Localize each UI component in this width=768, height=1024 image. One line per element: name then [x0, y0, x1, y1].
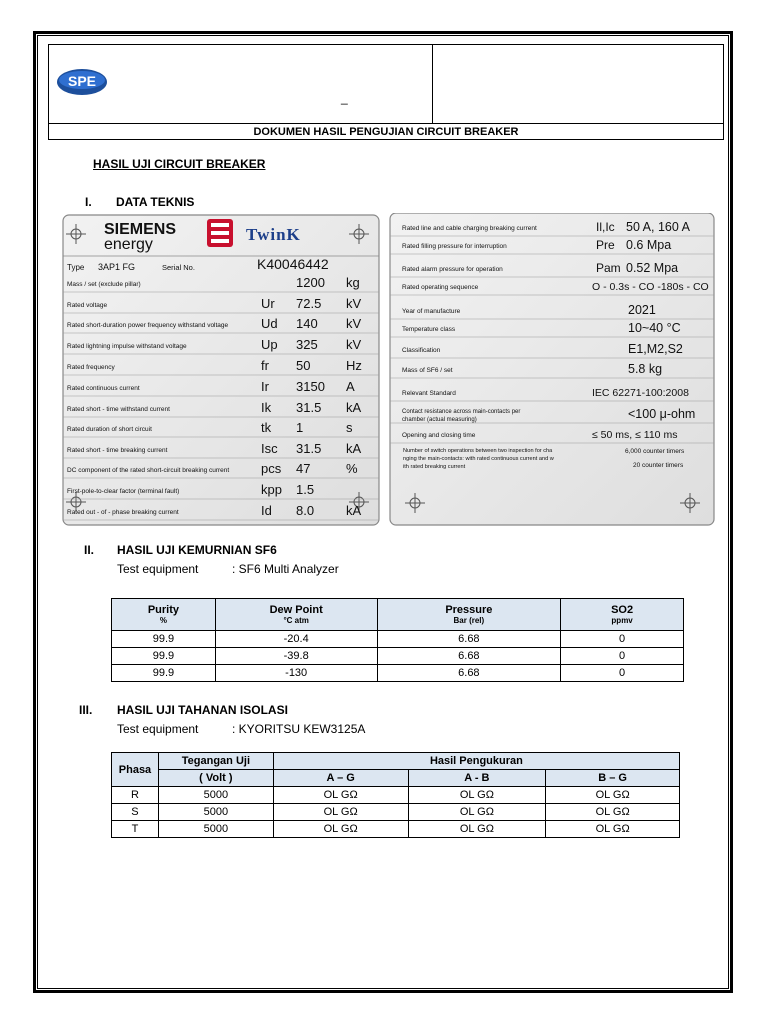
- nameplate-left-unit: kA: [346, 400, 362, 415]
- nameplate-right-label: Rated line and cable charging breaking current: [402, 225, 537, 232]
- serial-label: Serial No.: [162, 263, 195, 272]
- nameplate-right-value: ≤ 50 ms, ≤ 110 ms: [592, 429, 678, 441]
- header-divider: [432, 45, 433, 123]
- bg-header: B – G: [546, 770, 680, 787]
- tegangan-header: Tegangan Uji: [158, 753, 273, 770]
- nameplate-right-label: Mass of SF6 / set: [402, 367, 453, 374]
- insulation-resistance-table: [111, 752, 680, 838]
- nameplate-left-unit: kV: [346, 316, 362, 331]
- table-cell: OL GΩ: [273, 821, 408, 838]
- nameplate-right-label: Opening and closing time: [402, 432, 476, 439]
- nameplate-left-symbol: pcs: [261, 461, 282, 476]
- section-1-number: I.: [85, 195, 92, 209]
- nameplate-right-symbol: Pre: [596, 238, 615, 252]
- nameplate-right-label: Temperature class: [402, 326, 456, 333]
- table-cell: 5000: [158, 804, 273, 821]
- table-cell: 5000: [158, 821, 273, 838]
- table-cell: S: [112, 804, 159, 821]
- nameplate-right-value: 10~40 °C: [628, 321, 681, 335]
- table-cell: OL GΩ: [273, 804, 408, 821]
- table-cell: -20.4: [215, 631, 377, 648]
- table-cell: 6.68: [377, 648, 561, 665]
- nameplate-left-symbol: tk: [261, 420, 272, 435]
- logo-text: SPE: [67, 73, 97, 89]
- nameplate-left-unit: %: [346, 461, 358, 476]
- nameplate-left-label: Rated continuous current: [67, 385, 140, 392]
- nameplate-right-label: Contact resistance across main-contacts per chamber (actual measuring): [402, 409, 521, 423]
- section-3-equipment-label: Test equipment: [117, 722, 199, 736]
- table-cell: OL GΩ: [408, 804, 546, 821]
- nameplate-right-value: 0.52 Mpa: [626, 261, 679, 275]
- nameplate-left-unit: Hz: [346, 358, 362, 373]
- table-row: [112, 648, 684, 665]
- nameplate-left-symbol: Isc: [261, 441, 278, 456]
- nameplate-left-value: 1.5: [296, 482, 315, 497]
- nameplate-right-value: 5.8 kg: [628, 362, 663, 376]
- nameplate-left-symbol: Ir: [261, 379, 269, 394]
- nameplate-left-label: Rated frequency: [67, 364, 115, 371]
- table-cell: 5000: [158, 787, 273, 804]
- section-3-title: HASIL UJI TAHANAN ISOLASI: [117, 703, 288, 717]
- table-cell: OL GΩ: [546, 787, 680, 804]
- nameplate-left-unit: A: [346, 379, 355, 394]
- table-cell: OL GΩ: [546, 821, 680, 838]
- table-cell: 0: [561, 665, 684, 682]
- insulation-subheader-row: [112, 770, 680, 787]
- nameplate-left-symbol: kpp: [261, 482, 282, 497]
- nameplate-right-value: <100 μ-ohm: [628, 407, 696, 421]
- nameplate-left-unit: kV: [346, 337, 362, 352]
- nameplate-right-label: Rated alarm pressure for operation: [402, 266, 503, 273]
- nameplate-left-value: 31.5: [296, 441, 322, 456]
- document-title: DOKUMEN HASIL PENGUJIAN CIRCUIT BREAKER: [253, 126, 519, 138]
- nameplate-right-value: O - 0.3s - CO -180s - CO: [592, 281, 709, 293]
- nameplate-left-label: Rated short-duration power frequency withstand voltage: [67, 322, 229, 329]
- table-cell: OL GΩ: [273, 787, 408, 804]
- section-2-title: HASIL UJI KEMURNIAN SF6: [117, 543, 277, 557]
- type-label: Type: [67, 263, 85, 272]
- table-row: [112, 804, 680, 821]
- nameplate-left-label: Rated duration of short circuit: [67, 426, 152, 433]
- nameplate-right-value: 50 A, 160 A: [626, 220, 690, 234]
- section-3-number: III.: [79, 703, 93, 717]
- header-text: SO2: [611, 604, 634, 616]
- switch-ops-label: Number of switch operations between two inspection for cha nging the main-contacts: with rated continuous current and w ith rated breaking current: [403, 448, 554, 470]
- table-cell: 0: [561, 631, 684, 648]
- nameplate-left-value: 325: [296, 337, 318, 352]
- sf6-header-cell: [377, 599, 561, 631]
- table-cell: OL GΩ: [408, 787, 546, 804]
- nameplate-left-symbol: Ik: [261, 400, 272, 415]
- switch-ops-2: 20 counter timers: [633, 462, 684, 469]
- unit-text: %: [159, 616, 167, 625]
- section-1-title: DATA TEKNIS: [116, 195, 195, 209]
- nameplate-left-label: Rated out - of - phase breaking current: [67, 509, 179, 516]
- nameplate-left-label: Rated voltage: [67, 302, 108, 309]
- nameplate-right-label: Relevant Standard: [402, 390, 456, 397]
- nameplate-left-value: 3150: [296, 379, 325, 394]
- table-cell: 0: [561, 648, 684, 665]
- sf6-header-cell: [215, 599, 377, 631]
- table-cell: -130: [215, 665, 377, 682]
- nameplate-left-symbol: Up: [261, 337, 278, 352]
- table-cell: OL GΩ: [546, 804, 680, 821]
- nameplate-left-unit: kg: [346, 275, 360, 290]
- volt-header: ( Volt ): [158, 770, 273, 787]
- spe-logo: [56, 67, 108, 97]
- table-row: [112, 631, 684, 648]
- nameplate-right-symbol: Il,Ic: [596, 220, 615, 234]
- nameplate-left-value: 8.0: [296, 503, 315, 518]
- section-2-number: II.: [84, 543, 95, 557]
- section-2-equipment-label: Test equipment: [117, 562, 199, 576]
- nameplate-right-label: Year of manufacture: [402, 308, 461, 315]
- nameplate-right-value: 0.6 Mpa: [626, 238, 672, 252]
- table-cell: T: [112, 821, 159, 838]
- unit-text: °C atm: [283, 616, 309, 625]
- document-header: [48, 44, 724, 140]
- nameplate-left-symbol: Ud: [261, 316, 278, 331]
- nameplate-left-symbol: Id: [261, 503, 272, 518]
- energy-brand: energy: [104, 236, 153, 253]
- nameplate-left-label: First-pole-to-clear factor (terminal fault): [67, 488, 180, 495]
- header-dash: _: [341, 91, 348, 105]
- hasil-header: Hasil Pengukuran: [273, 753, 679, 770]
- nameplate-left-value: 50: [296, 358, 311, 373]
- section-3-equipment-value: : KYORITSU KEW3125A: [232, 722, 366, 736]
- nameplate-left-symbol: Ur: [261, 296, 275, 311]
- switch-ops-1: 6,000 counter timers: [625, 448, 685, 455]
- nameplate-left-value: 1: [296, 420, 304, 435]
- twink-brand: TwinK: [246, 225, 301, 244]
- nameplate-left-unit: kV: [346, 296, 362, 311]
- nameplate-right-label: Rated operating sequence: [402, 284, 479, 291]
- header-text: Dew Point: [269, 604, 323, 616]
- twink-logo-icon: [207, 219, 233, 247]
- nameplate-left-label: Rated short - time breaking current: [67, 447, 168, 454]
- table-cell: R: [112, 787, 159, 804]
- nameplate-left-value: 72.5: [296, 296, 322, 311]
- insulation-header-row: [112, 753, 680, 770]
- sf6-header-cell: [112, 599, 216, 631]
- table-cell: OL GΩ: [408, 821, 546, 838]
- unit-text: Bar (rel): [453, 616, 485, 625]
- serial-value: K40046442: [257, 256, 329, 272]
- type-value: 3AP1 FG: [98, 262, 136, 272]
- table-cell: 6.68: [377, 665, 561, 682]
- nameplate-left-label: Rated short - time withstand current: [67, 406, 170, 413]
- nameplate-left-value: 1200: [296, 275, 325, 290]
- header-text: Pressure: [445, 604, 493, 616]
- ab-header: A - B: [408, 770, 546, 787]
- sf6-purity-table: [111, 598, 684, 682]
- nameplate-right-symbol: Pam: [596, 261, 621, 275]
- section-2-equipment-value: : SF6 Multi Analyzer: [232, 562, 339, 576]
- nameplate-left-unit: kA: [346, 503, 362, 518]
- unit-text: ppmv: [611, 616, 633, 625]
- nameplate-right-label: Classification: [402, 347, 441, 354]
- sf6-header-cell: [561, 599, 684, 631]
- header-text: Purity: [147, 604, 179, 616]
- table-cell: 99.9: [112, 631, 216, 648]
- nameplate-right-value: E1,M2,S2: [628, 342, 683, 356]
- table-cell: 99.9: [112, 648, 216, 665]
- table-row: [112, 665, 684, 682]
- table-cell: 6.68: [377, 631, 561, 648]
- nameplate-right-value: 2021: [628, 303, 656, 317]
- nameplate-left-unit: kA: [346, 441, 362, 456]
- nameplate-left-label: Mass / set (exclude pillar): [67, 281, 141, 288]
- ag-header: A – G: [273, 770, 408, 787]
- siemens-brand: SIEMENS: [104, 221, 177, 238]
- nameplate-left-value: 140: [296, 316, 318, 331]
- phasa-header: Phasa: [112, 753, 159, 787]
- table-cell: 99.9: [112, 665, 216, 682]
- table-cell: -39.8: [215, 648, 377, 665]
- page-heading: HASIL UJI CIRCUIT BREAKER: [93, 157, 266, 171]
- sf6-header-row: [112, 599, 684, 631]
- nameplate-left-symbol: fr: [261, 358, 269, 373]
- nameplate-left-value: 31.5: [296, 400, 322, 415]
- nameplate-left-label: Rated lightning impulse withstand voltage: [67, 343, 187, 350]
- table-row: [112, 821, 680, 838]
- nameplate-right-value: IEC 62271-100:2008: [592, 387, 689, 399]
- nameplate-left-unit: s: [346, 420, 353, 435]
- table-row: [112, 787, 680, 804]
- nameplate-left-value: 47: [296, 461, 311, 476]
- nameplate-left-label: DC component of the rated short-circuit breaking current: [67, 467, 230, 474]
- nameplate-image: [60, 213, 715, 528]
- nameplate-right-label: Rated filling pressure for interruption: [402, 243, 507, 250]
